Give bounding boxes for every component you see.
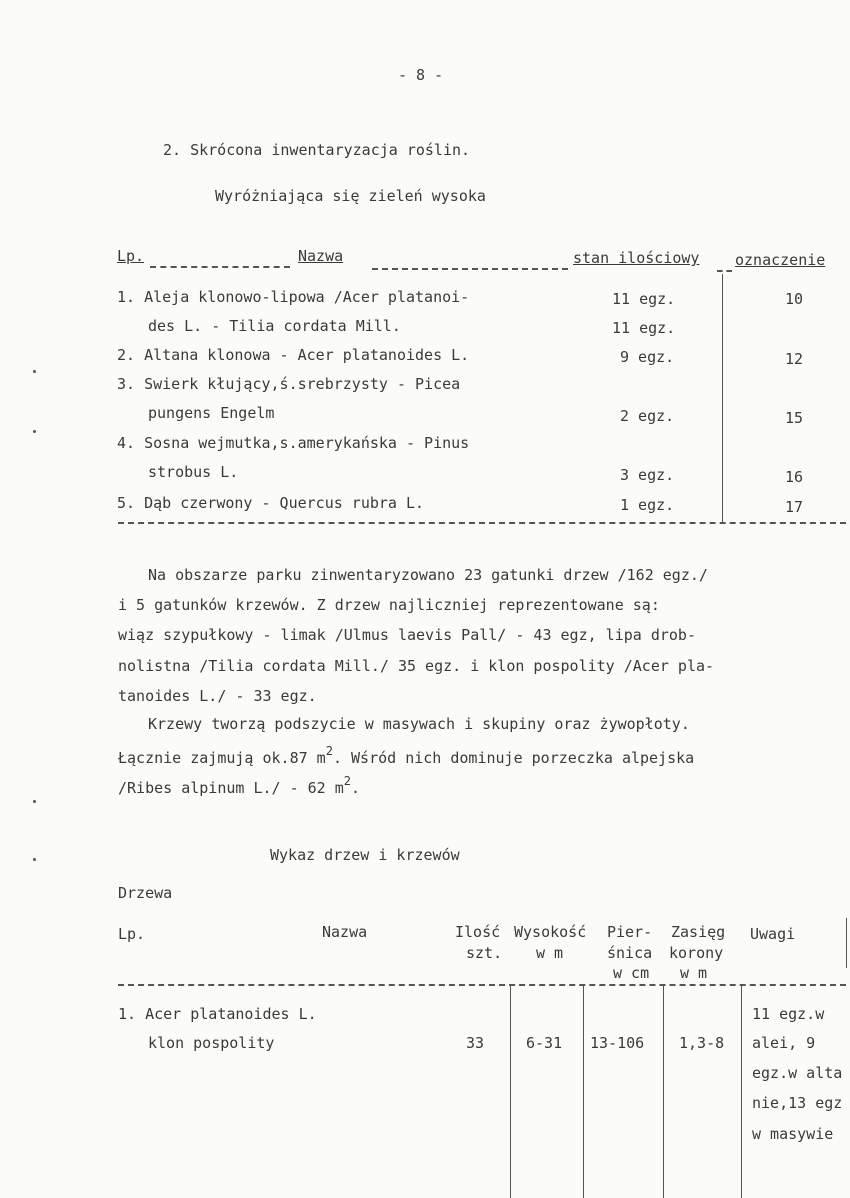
- table1-header-dashes-3: [717, 270, 732, 272]
- table2-header-notes: Uwagi: [750, 925, 796, 943]
- superscript-2: 2: [325, 744, 333, 758]
- margin-speck: [33, 430, 36, 433]
- table2-divider-3: [663, 984, 664, 1198]
- paragraph1-line-2: i 5 gatunków krzewów. Z drzew najliczniej reprezentowane są:: [118, 596, 660, 614]
- table1-bottom-dashes: [118, 522, 846, 524]
- paragraph2-line-2-a: Łącznie zajmują ok.87 m: [118, 749, 326, 767]
- table1-header-dashes-2: [372, 268, 568, 270]
- table1-row-3-mark: 12: [785, 350, 804, 368]
- margin-speck: [33, 370, 36, 373]
- list-title: Wykaz drzew i krzewów: [270, 846, 460, 864]
- table1-row-4-text: 3. Swierk kłujący,ś.srebrzysty - Picea: [117, 375, 461, 393]
- paragraph1-line-1: Na obszarze parku zinwentaryzowano 23 gatunki drzew /162 egz./: [148, 566, 708, 584]
- table2-row-1-name-1: 1. Acer platanoides L.: [118, 1005, 317, 1023]
- table1-column-divider: [722, 274, 723, 524]
- table1-row-2-text: des L. - Tilia cordata Mill.: [148, 317, 401, 335]
- table2-edge-line: [846, 918, 847, 968]
- section-title: 2. Skrócona inwentaryzacja roślin.: [163, 141, 471, 159]
- table2-row-1-circ: 13-106: [590, 1034, 645, 1052]
- table1-row-5-text: pungens Engelm: [148, 404, 275, 422]
- table1-row-7-mark: 16: [785, 468, 804, 486]
- table2-row-1-crown: 1,3-8: [679, 1034, 725, 1052]
- paragraph2-line-2-b: . Wśród nich dominuje porzeczka alpejska: [332, 749, 695, 767]
- paragraph1-line-5: tanoides L./ - 33 egz.: [118, 687, 317, 705]
- table1-row-8-text: 5. Dąb czerwony - Quercus rubra L.: [117, 494, 425, 512]
- paragraph2-line-3: [118, 776, 360, 797]
- table1-row-3-text: 2. Altana klonowa - Acer platanoides L.: [117, 346, 470, 364]
- table2-header-circ-2: śnica: [607, 944, 653, 962]
- table1-row-8-mark: 17: [785, 498, 804, 516]
- table2-header-lp: Lp.: [118, 925, 146, 943]
- paragraph1-line-4: nolistna /Tilia cordata Mill./ 35 egz. i klon pospolity /Acer pla-: [118, 657, 715, 675]
- table2-header-crown-3: w m: [680, 964, 708, 982]
- paragraph1-line-3: wiąz szypułkowy - limak /Ulmus laevis Pall/ - 43 egz, lipa drob-: [118, 626, 696, 644]
- trees-label: Drzewa: [118, 884, 173, 902]
- table1-header-count: stan ilościowy: [573, 249, 700, 267]
- table2-header-crown-1: Zasięg: [671, 923, 726, 941]
- table1-header-dashes-1: [150, 266, 290, 268]
- table2-header-name: Nazwa: [322, 923, 368, 941]
- table2-divider-4: [741, 984, 742, 1198]
- table1-header-lp: Lp.: [117, 247, 145, 265]
- paragraph2-line-2: [118, 746, 694, 767]
- table1-header-name: Nazwa: [298, 247, 344, 265]
- table2-row-1-height: 6-31: [526, 1034, 563, 1052]
- table2-row-1-notes-4: nie,13 egz: [752, 1094, 843, 1112]
- table1-row-8-count: 1 egz.: [620, 496, 675, 514]
- table1-row-1-count: 11 egz.: [612, 290, 676, 308]
- page-number: - 8 -: [398, 66, 444, 84]
- table1-row-1-text: 1. Aleja klonowo-lipowa /Acer platanoi-: [117, 288, 470, 306]
- table2-row-1-qty: 33: [466, 1034, 485, 1052]
- table2-row-1-notes-1: 11 egz.w: [752, 1005, 825, 1023]
- table2-row-1-notes-3: egz.w alta: [752, 1064, 843, 1082]
- table2-header-qty-1: Ilość: [455, 923, 501, 941]
- subtitle: Wyróżniająca się zieleń wysoka: [215, 187, 486, 205]
- table2-row-1-name-2: klon pospolity: [148, 1034, 275, 1052]
- margin-speck: [33, 800, 36, 803]
- table1-row-2-count: 11 egz.: [612, 319, 676, 337]
- paragraph2-line-3-a: /Ribes alpinum L./ - 62 m: [118, 779, 344, 797]
- table1-row-5-count: 2 egz.: [620, 407, 675, 425]
- paragraph2-line-3-b: .: [351, 779, 361, 797]
- table2-divider-2: [583, 984, 584, 1198]
- table1-row-5-mark: 15: [785, 409, 804, 427]
- table1-row-1-mark: 10: [785, 290, 804, 308]
- table2-header-qty-2: szt.: [466, 944, 503, 962]
- table2-row-1-notes-5: w masywie: [752, 1125, 834, 1143]
- table1-row-3-count: 9 egz.: [620, 348, 675, 366]
- paragraph2-line-1: Krzewy tworzą podszycie w masywach i skupiny oraz żywopłoty.: [148, 715, 690, 733]
- table1-row-7-text: strobus L.: [148, 463, 239, 481]
- table2-row-1-notes-2: alei, 9: [752, 1034, 816, 1052]
- table2-header-height-1: Wysokość: [514, 923, 587, 941]
- table1-header-mark: oznaczenie: [735, 251, 826, 269]
- table2-header-crown-2: korony: [669, 944, 724, 962]
- table2-header-circ-3: w cm: [613, 964, 650, 982]
- table2-header-circ-1: Pier-: [607, 923, 653, 941]
- superscript-2: 2: [343, 774, 352, 788]
- table1-row-6-text: 4. Sosna wejmutka,s.amerykańska - Pinus: [117, 434, 470, 452]
- table2-divider-1: [510, 984, 511, 1198]
- table2-header-dashes: [118, 984, 846, 986]
- table1-row-7-count: 3 egz.: [620, 466, 675, 484]
- margin-speck: [33, 858, 36, 861]
- table2-header-height-2: w m: [536, 944, 564, 962]
